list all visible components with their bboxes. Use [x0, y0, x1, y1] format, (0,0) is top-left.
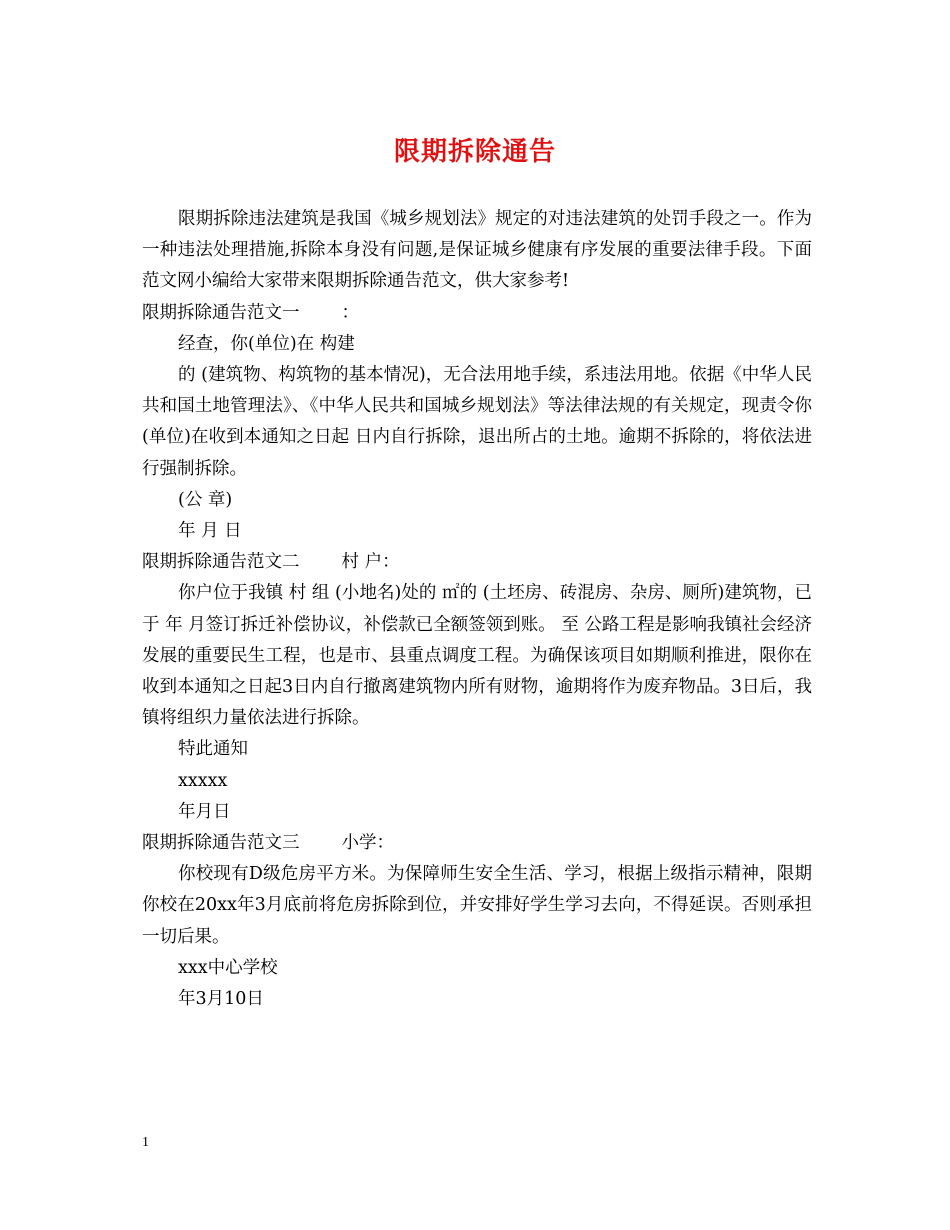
sample2-body: 你户位于我镇 村 组 (小地名)处的 ㎡的 (土坯房、砖混房、杂房、厕所)建筑物，已于 年 月签订拆迁补偿协议，补偿款已全额签领到账。 至 公路工程是影响我镇社会经济发展的重要民生工程，也是市、县重点调度工程。为确保该项目如期顺利推进，限你在收到本通知之日起3日内自行撤离建筑物内所有财物，逾期将作为废弃物品。3日后，我镇将组织力量依法进行拆除。: [142, 583, 812, 729]
page-title: 限期拆除通告: [393, 137, 556, 167]
sample3-date: 年3月10日: [178, 989, 264, 1010]
sample2-notice: 特此通知: [178, 739, 248, 760]
sample1-seal: (公 章): [178, 489, 233, 510]
page-number: 1: [142, 1135, 149, 1150]
sample1-heading: [142, 298, 812, 329]
sample1-heading-text: 限期拆除通告范文一: [142, 302, 300, 323]
sample2-heading-text: 限期拆除通告范文二: [142, 552, 300, 573]
sample1-date: 年 月 日: [178, 521, 242, 542]
intro-paragraph: 限期拆除违法建筑是我国《城乡规划法》规定的对违法建筑的处罚手段之一。作为一种违法处理措施,拆除本身没有问题,是保证城乡健康有序发展的重要法律手段。下面范文网小编给大家带来限期拆除通告范文，供大家参考!: [142, 209, 812, 292]
sample1-body: 的 (建筑物、构筑物的基本情况)，无合法用地手续，系违法用地。依据《中华人民共和国土地管理法》、《中华人民共和国城乡规划法》等法律法规的有关规定，现责令你(单位)在收到本通知之日起 日内自行拆除，退出所占的土地。逾期不拆除的，将依法进行强制拆除。: [142, 365, 812, 479]
sample2-signer: xxxxx: [178, 770, 228, 791]
sample3-heading-tail: 小学：: [341, 833, 394, 854]
sample3-body: 你校现有D级危房平方米。为保障师生安全生活、学习，根据上级指示精神，限期你校在20xx年3月底前将危房拆除到位，并安排好学生学习去向，不得延误。否则承担一切后果。: [142, 864, 812, 947]
sample2-heading: [142, 547, 812, 578]
sample3-heading-text: 限期拆除通告范文三: [142, 833, 300, 854]
sample2-date: 年月日: [178, 801, 231, 822]
sample1-line1: 经查，你(单位)在 构建: [178, 333, 355, 354]
document-body: [142, 204, 812, 1015]
sample3-signer: xxx中心学校: [178, 957, 278, 978]
sample1-heading-tail: ：: [341, 302, 359, 323]
sample2-heading-tail: 村 户：: [341, 552, 400, 573]
sample3-heading: [142, 828, 812, 859]
